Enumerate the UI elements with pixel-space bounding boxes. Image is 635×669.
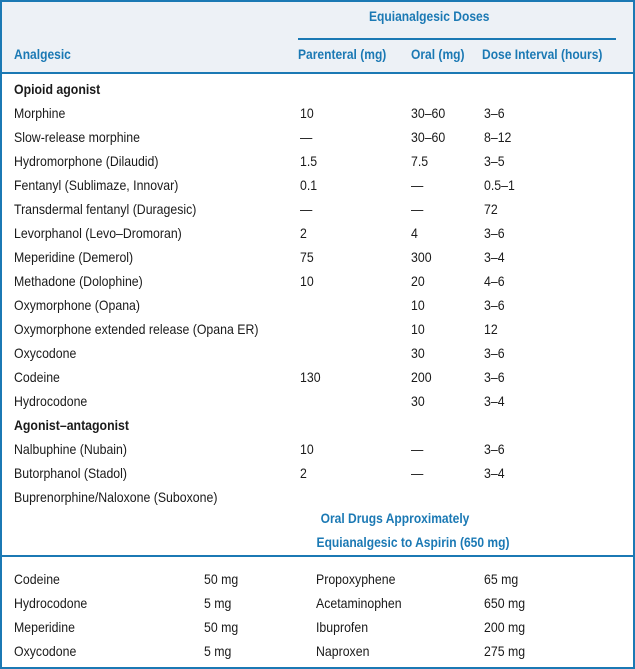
analgesic-name: Levorphanol (Levo–Dromoran)	[14, 225, 182, 241]
dose-interval: 3–6	[484, 345, 505, 361]
analgesic-name: Fentanyl (Sublimaze, Innovar)	[14, 177, 179, 193]
table-row	[2, 365, 633, 389]
table-row	[2, 173, 633, 197]
dose-interval: 3–6	[484, 297, 505, 313]
dose-interval: 12	[484, 321, 498, 337]
drug-name: Acetaminophen	[316, 595, 402, 611]
analgesic-name: Oxymorphone (Opana)	[14, 297, 141, 313]
parenteral-dose: —	[300, 129, 313, 145]
oral-dose: —	[411, 177, 424, 193]
oral-dose: 4	[411, 225, 418, 241]
analgesic-name: Transdermal fentanyl (Duragesic)	[14, 201, 197, 217]
analgesic-name: Morphine	[14, 105, 66, 121]
drug-dose: 5 mg	[204, 595, 232, 611]
table-row	[2, 149, 633, 173]
aspirin-row	[2, 591, 633, 615]
drug-dose: 5 mg	[204, 643, 232, 659]
parenteral-dose: 10	[300, 273, 314, 289]
parenteral-dose: 75	[300, 249, 314, 265]
dose-interval: 3–4	[484, 393, 505, 409]
oral-dose: —	[411, 201, 424, 217]
dose-interval: 72	[484, 201, 498, 217]
parenteral-dose: 1.5	[300, 153, 318, 169]
analgesic-name: Slow-release morphine	[14, 129, 141, 145]
parenteral-dose: 2	[300, 225, 307, 241]
parenteral-dose: 10	[300, 105, 314, 121]
section-heading	[2, 413, 633, 437]
analgesic-name: Codeine	[14, 369, 60, 385]
aspirin-row	[2, 639, 633, 663]
table-row	[2, 341, 633, 365]
parenteral-dose: 130	[300, 369, 321, 385]
dose-interval: 3–5	[484, 153, 505, 169]
analgesic-name: Methadone (Dolophine)	[14, 273, 143, 289]
analgesic-name: Nalbuphine (Nubain)	[14, 441, 128, 457]
col-header-analgesic: Analgesic	[14, 46, 71, 62]
oral-dose: 30	[411, 393, 425, 409]
drug-dose: 50 mg	[204, 571, 239, 587]
drug-dose: 200 mg	[484, 619, 526, 635]
table-row	[2, 197, 633, 221]
analgesic-name: Buprenorphine/Naloxone (Suboxone)	[14, 489, 218, 505]
oral-dose: 30	[411, 345, 425, 361]
oral-dose: 10	[411, 297, 425, 313]
section-divider	[2, 555, 633, 557]
dose-interval: 0.5–1	[484, 177, 515, 193]
drug-name: Codeine	[14, 571, 60, 587]
drug-name: Hydrocodone	[14, 595, 88, 611]
table-row	[2, 461, 633, 485]
oral-dose: 7.5	[411, 153, 429, 169]
table-row	[2, 269, 633, 293]
drug-name: Naproxen	[316, 643, 370, 659]
oral-dose: 20	[411, 273, 425, 289]
aspirin-row	[2, 567, 633, 591]
drug-name: Propoxyphene	[316, 571, 396, 587]
table-row	[2, 293, 633, 317]
col-header-parenteral: Parenteral (mg)	[298, 46, 387, 62]
section-title: Opioid agonist	[14, 81, 101, 97]
group-title: Equianalgesic Doses	[369, 8, 490, 24]
oral-dose: 30–60	[411, 105, 446, 121]
table-header	[2, 2, 633, 74]
col-header-oral: Oral (mg)	[411, 46, 465, 62]
analgesic-name: Butorphanol (Stadol)	[14, 465, 128, 481]
drug-dose: 650 mg	[484, 595, 526, 611]
table-row	[2, 101, 633, 125]
drug-name: Meperidine	[14, 619, 75, 635]
oral-dose: 30–60	[411, 129, 446, 145]
aspirin-row	[2, 615, 633, 639]
analgesic-name: Oxycodone	[14, 345, 77, 361]
drug-name: Ibuprofen	[316, 619, 369, 635]
drug-dose: 65 mg	[484, 571, 519, 587]
dose-interval: 3–6	[484, 441, 505, 457]
drug-name: Oxycodone	[14, 643, 77, 659]
col-header-interval: Dose Interval (hours)	[482, 46, 603, 62]
analgesic-name: Oxymorphone extended release (Opana ER)	[14, 321, 259, 337]
parenteral-dose: 10	[300, 441, 314, 457]
dose-interval: 3–6	[484, 105, 505, 121]
dose-interval: 3–4	[484, 249, 505, 265]
dose-interval: 8–12	[484, 129, 512, 145]
drug-dose: 275 mg	[484, 643, 526, 659]
oral-dose: —	[411, 441, 424, 457]
parenteral-dose: 2	[300, 465, 307, 481]
table-row	[2, 389, 633, 413]
table-row	[2, 437, 633, 461]
dose-interval: 3–4	[484, 465, 505, 481]
oral-dose: 200	[411, 369, 432, 385]
oral-dose: 10	[411, 321, 425, 337]
drug-dose: 50 mg	[204, 619, 239, 635]
group-rule	[298, 38, 616, 40]
oral-dose: —	[411, 465, 424, 481]
dose-interval: 3–6	[484, 225, 505, 241]
parenteral-dose: 0.1	[300, 177, 318, 193]
oral-dose: 300	[411, 249, 432, 265]
aspirin-title-line2: Equianalgesic to Aspirin (650 mg)	[316, 534, 510, 550]
table-row	[2, 221, 633, 245]
analgesic-name: Hydromorphone (Dilaudid)	[14, 153, 159, 169]
dose-interval: 3–6	[484, 369, 505, 385]
section-title: Agonist–antagonist	[14, 417, 129, 433]
table-row	[2, 125, 633, 149]
section-heading	[2, 77, 633, 101]
table-row	[2, 245, 633, 269]
analgesic-name: Meperidine (Demerol)	[14, 249, 134, 265]
table-row	[2, 485, 633, 509]
parenteral-dose: —	[300, 201, 313, 217]
table-row	[2, 317, 633, 341]
dose-interval: 4–6	[484, 273, 505, 289]
aspirin-title-line1: Oral Drugs Approximately	[320, 510, 470, 526]
analgesic-name: Hydrocodone	[14, 393, 88, 409]
